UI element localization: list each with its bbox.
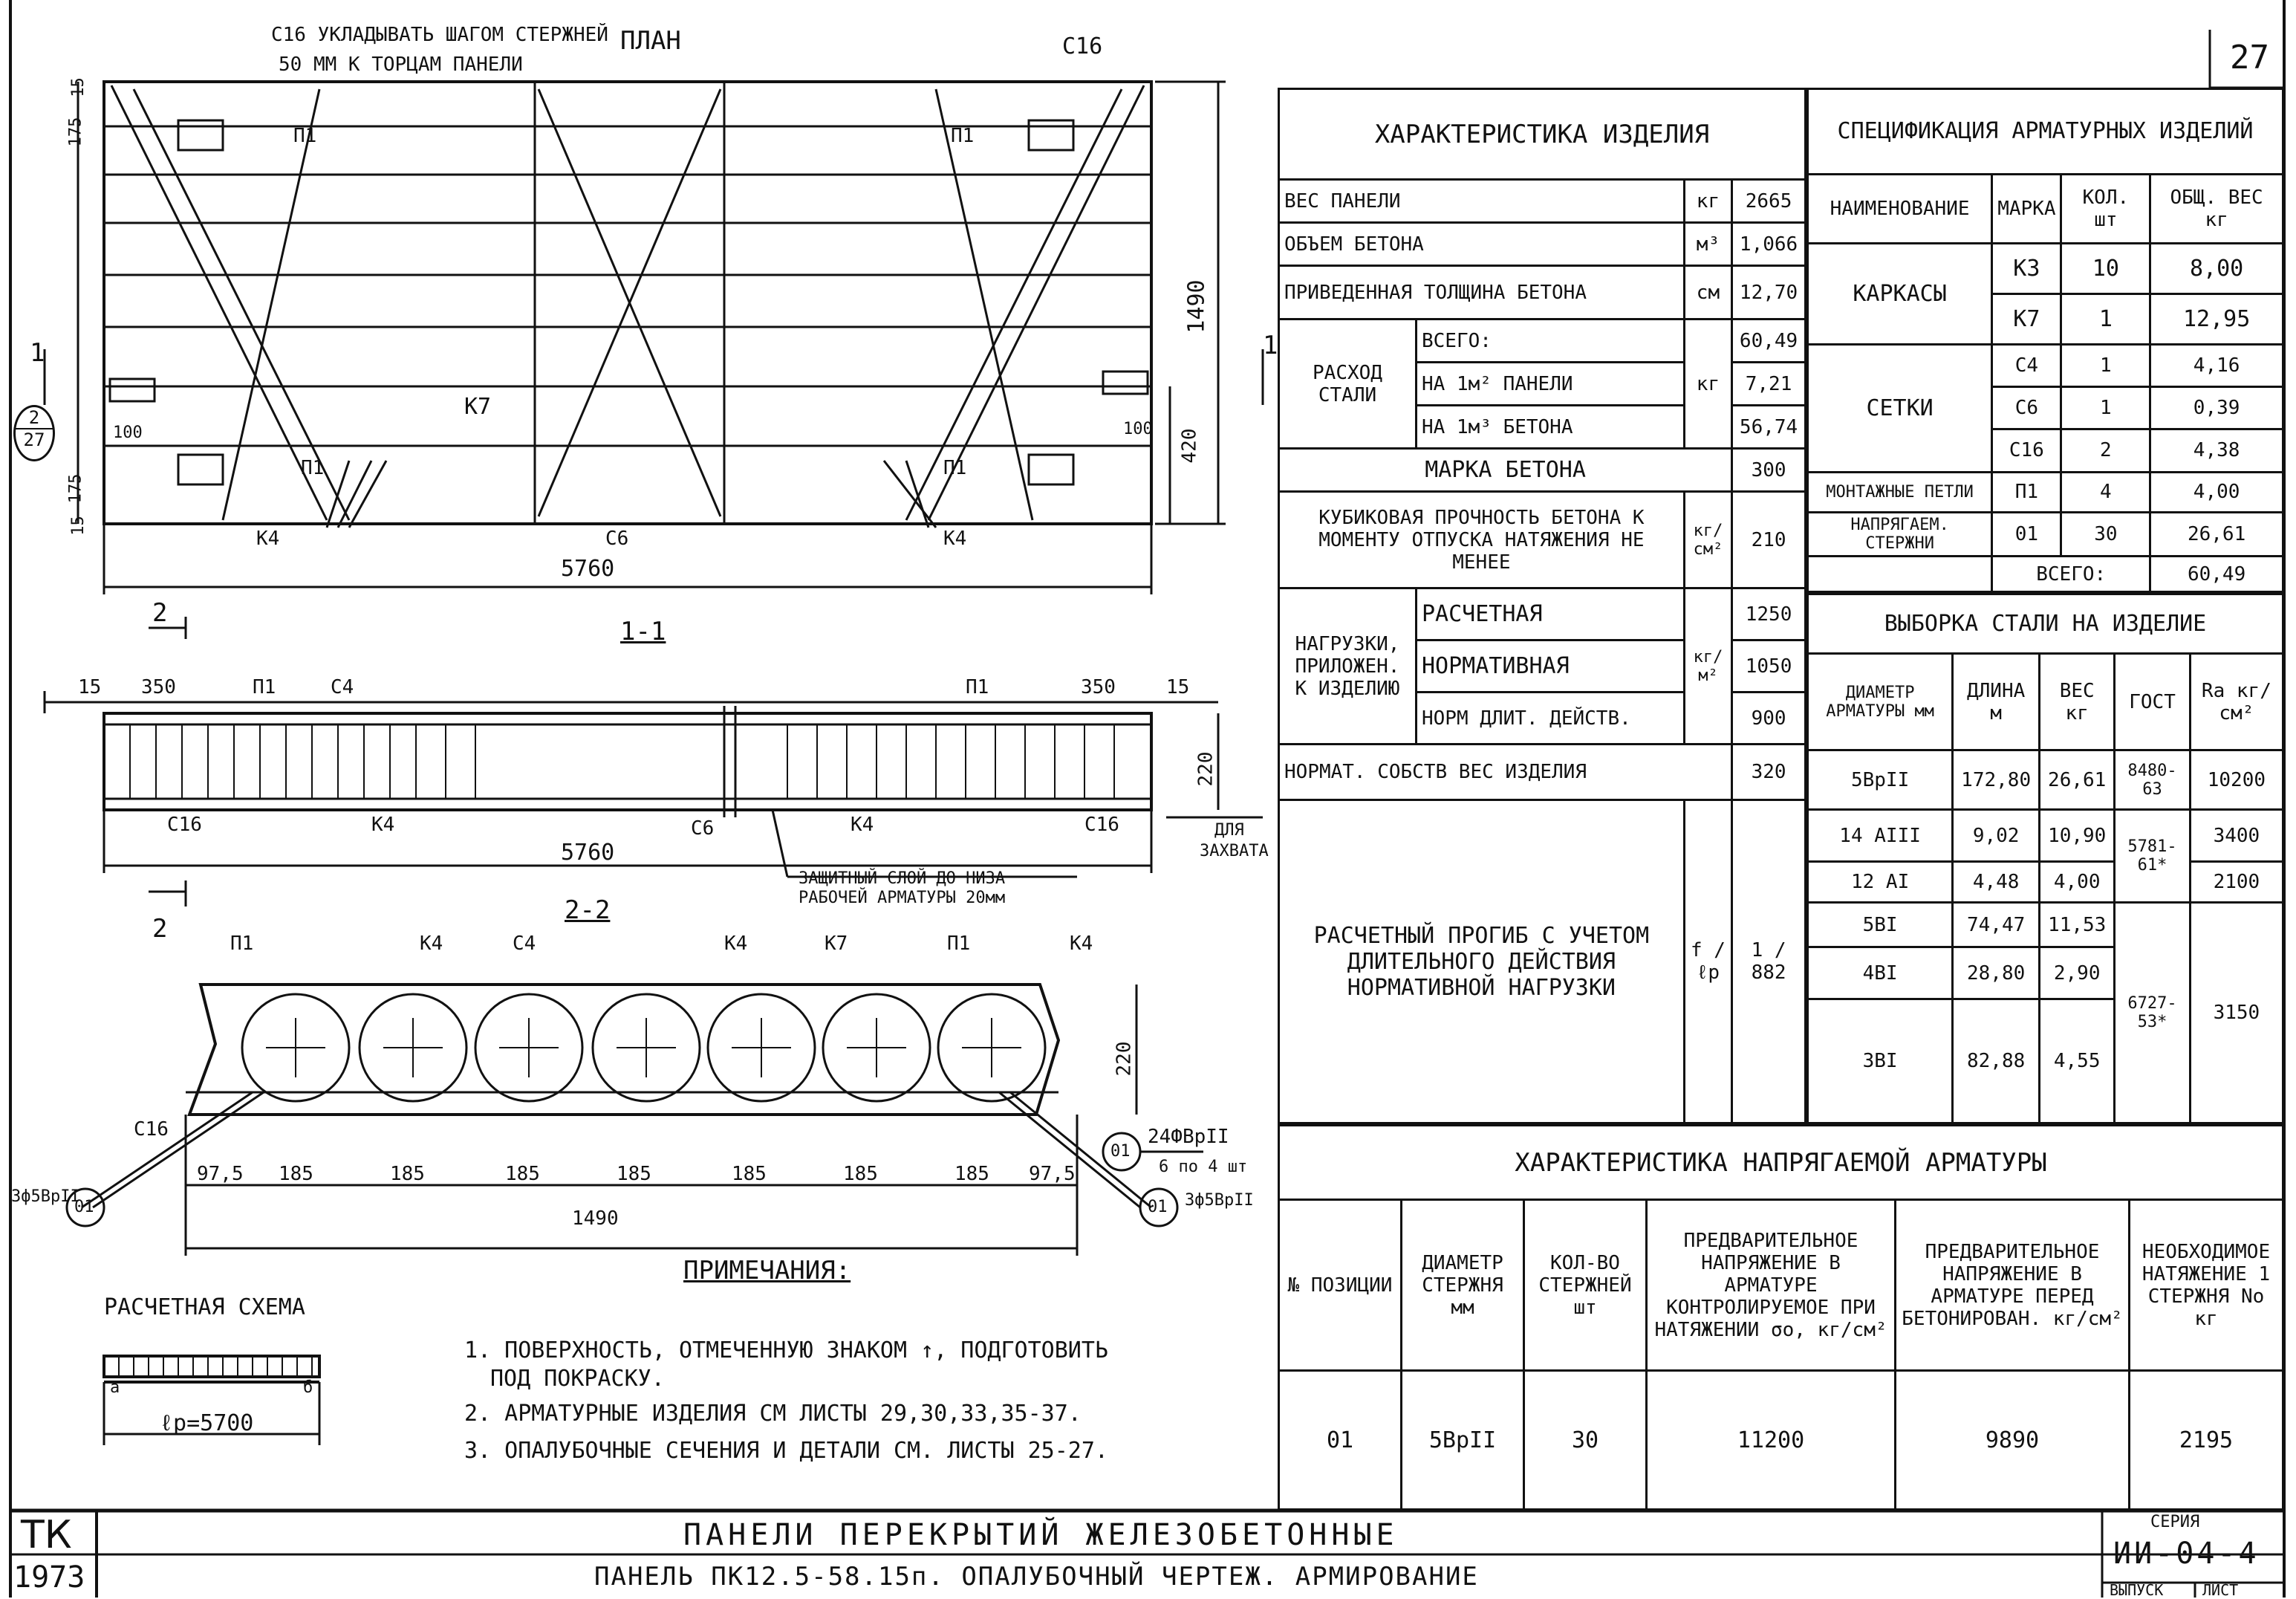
specification-table [1806,88,2284,593]
steel-row-2-ra: 2100 [2190,862,2283,903]
plan-note-line1: С16 УКЛАДЫВАТЬ ШАГОМ СТЕРЖНЕЙ [271,24,608,46]
steel-header-gost: ГОСТ [2115,654,2190,750]
steel-row-0-dia: 5ВрII [1808,750,1953,810]
steel-row-1-len: 9,02 [1953,810,2040,862]
s11-dim-350-left: 350 [141,676,176,698]
s22-label-k4-c: К4 [1070,933,1093,955]
tension-row-before: 9890 [1896,1371,2130,1510]
spec-frame-mark-0: К3 [1992,244,2061,294]
s22-label-c16: С16 [134,1118,169,1141]
s11-label-c16-b: С16 [1084,814,1119,836]
spec-header-qty: КОЛ. шт [2061,174,2150,244]
label-p1-b: П1 [951,125,975,147]
char-own-weight-value: 320 [1732,745,1806,800]
spec-tens-weight: 26,61 [2150,512,2283,556]
s22-label-c4: С4 [513,933,536,955]
spec-net-mark-0: С4 [1992,344,2061,386]
char-weight-unit: кг [1684,180,1731,223]
char-volume-label: ОБЪЕМ БЕТОНА [1279,223,1685,266]
calc-scheme-span: ℓр=5700 [160,1410,254,1436]
s11-cover-line2: РАБОЧЕЙ АРМАТУРЫ 20мм [799,889,1006,907]
spec-header-weight: ОБЩ. ВЕС кг [2150,174,2283,244]
steel-row-1-ra: 3400 [2190,810,2283,862]
spec-loops-mark: П1 [1992,472,2061,512]
steel-row-4-len: 28,80 [1953,947,2040,999]
steel-row-1-dia: 14 AIII [1808,810,1953,862]
char-title: ХАРАКТЕРИСТИКА ИЗДЕЛИЯ [1279,89,1806,180]
note-3: 3. ОПАЛУБОЧНЫЕ СЕЧЕНИЯ И ДЕТАЛИ СМ. ЛИСТЫ 25-27. [464,1438,1108,1464]
plan-title: ПЛАН [620,26,681,56]
s11-label-p1-a: П1 [253,676,276,698]
title-block-title: ПАНЕЛИ ПЕРЕКРЫТИЙ ЖЕЛЕЗОБЕТОННЫЕ [683,1518,1399,1552]
tension-row-control: 11200 [1647,1371,1896,1510]
s11-dim-5760: 5760 [561,840,615,866]
s11-grip: ЗАХВАТА [1200,842,1269,860]
dim-plan-175-bot: 175 [66,473,85,504]
steel-row-0-len: 172,80 [1953,750,2040,810]
char-steel-label: РАСХОД СТАЛИ [1279,320,1417,449]
s11-dim-220: 220 [1194,751,1217,787]
steel-row-0-ra: 10200 [2190,750,2283,810]
char-grade-value: 300 [1732,449,1806,492]
s22-bar-spec-2: 6 по 4 шт [1159,1158,1248,1176]
s11-label-c16-a: С16 [167,814,202,836]
s11-label-c6: С6 [691,817,715,840]
note-1-line2: ПОД ПОКРАСКУ. [490,1366,665,1392]
char-weight-value: 2665 [1732,180,1806,223]
spec-tens-qty: 30 [2061,512,2150,556]
label-k4-b: К4 [943,528,967,550]
s22-dim-0: 97,5 [197,1163,244,1185]
steel-row-3-gost: 6727-53* [2115,903,2190,1123]
s11-label-k4-a: К4 [371,814,395,836]
section-mark-2-bottom: 2 [152,914,168,944]
s22-pos-01-left: 01 [74,1198,94,1216]
s22-dim-1490: 1490 [572,1207,619,1230]
note-1-line1: 1. ПОВЕРХНОСТЬ, ОТМЕЧЕННУЮ ЗНАКОМ ↑, ПОДГОТОВИТЬ [464,1337,1108,1363]
page-number: 27 [2230,39,2269,77]
label-p1-d: П1 [943,457,967,479]
spec-tens-mark: 01 [1992,512,2061,556]
spec-total-label: ВСЕГО: [1992,557,2150,592]
title-block-subtitle: ПАНЕЛЬ ПК12.5-58.15п. ОПАЛУБОЧНЫЙ ЧЕРТЕЖ. АРМИРОВАНИЕ [594,1562,1479,1592]
steel-row-5-len: 82,88 [1953,999,2040,1123]
title-block-org: ТК [21,1513,72,1557]
section-1-1-title: 1-1 [620,617,666,646]
tension-row-diameter: 5ВрII [1402,1371,1524,1510]
product-characteristics-table [1278,88,1806,1124]
steel-row-4-wt: 2,90 [2040,947,2115,999]
s22-dim-1: 185 [279,1163,313,1185]
dim-plan-15-bot: 15 [68,516,88,536]
detail-callout-bottom: 27 [16,428,53,450]
char-steel-per-m2-value: 7,21 [1732,363,1806,406]
tension-row-count: 30 [1524,1371,1647,1510]
label-c16-top: С16 [1062,33,1103,59]
plan-note-line2: 50 ММ К ТОРЦАМ ПАНЕЛИ [279,53,523,76]
steel-row-1-wt: 10,90 [2040,810,2115,862]
spec-net-weight-0: 4,16 [2150,344,2283,386]
spec-net-weight-1: 0,39 [2150,386,2283,429]
steel-row-3-len: 74,47 [1953,903,2040,947]
label-k4-a: К4 [256,528,280,550]
spec-loops-weight: 4,00 [2150,472,2283,512]
char-steel-per-m3-value: 56,74 [1732,406,1806,449]
calc-scheme-support-b: б [303,1378,313,1397]
s22-label-k7: К7 [825,933,848,955]
char-load-norm-value: 1050 [1732,640,1806,693]
steel-row-3-dia: 5BI [1808,903,1953,947]
spec-net-qty-0: 1 [2061,344,2150,386]
spec-frames-label: КАРКАСЫ [1808,244,1992,344]
steel-selection-table [1806,593,2284,1124]
char-cube-unit: кг/см² [1684,492,1731,588]
char-load-design-value: 1250 [1732,588,1806,640]
char-own-weight-label: НОРМАТ. СОБСТВ ВЕС ИЗДЕЛИЯ [1279,745,1732,800]
label-p1-a: П1 [293,125,317,147]
s22-label-k4-b: К4 [724,933,748,955]
spec-loops-label: МОНТАЖНЫЕ ПЕТЛИ [1808,472,1992,512]
s11-for: ДЛЯ [1214,821,1244,840]
dim-plan-5760: 5760 [561,556,615,582]
s22-label-p1-b: П1 [947,933,971,955]
char-steel-unit: кг [1684,320,1731,449]
s22-pos-01-right-bottom: 01 [1148,1198,1168,1216]
dim-plan-175-top: 175 [66,117,85,147]
spec-net-qty-2: 2 [2061,429,2150,472]
s11-dim-15-left: 15 [78,676,102,698]
title-block-year: 1973 [13,1560,85,1595]
char-cube-label: КУБИКОВАЯ ПРОЧНОСТЬ БЕТОНА К МОМЕНТУ ОТПУСКА НАТЯЖЕНИЯ НЕ МЕНЕЕ [1279,492,1685,588]
s11-label-c4: С4 [331,676,354,698]
char-steel-per-m3-label: НА 1м³ БЕТОНА [1417,406,1685,449]
steel-row-3-wt: 11,53 [2040,903,2115,947]
s22-dim-8: 97,5 [1029,1163,1076,1185]
spec-title: СПЕЦИФИКАЦИЯ АРМАТУРНЫХ ИЗДЕЛИЙ [1808,89,2283,175]
char-cube-value: 210 [1732,492,1806,588]
section-mark-1-left: 1 [30,338,45,368]
section-mark-1-right: 1 [1263,331,1278,360]
section-mark-2-top: 2 [152,598,168,628]
tension-row-required: 2195 [2130,1371,2283,1510]
s22-label-k4-a: К4 [420,933,443,955]
char-grade-label: МАРКА БЕТОНА [1279,449,1732,492]
s22-bar-spec-3: 3ф5ВрII [1185,1191,1254,1210]
label-k7: К7 [464,394,492,420]
char-load-long-value: 900 [1732,693,1806,745]
char-load-unit: кг/м² [1684,588,1731,745]
spec-net-mark-2: С16 [1992,429,2061,472]
label-c6: С6 [605,528,629,550]
label-p1-c: П1 [301,457,325,479]
s22-dim-5: 185 [732,1163,767,1185]
dim-plan-100-right: 100 [1123,420,1153,438]
s11-label-k4-b: К4 [851,814,874,836]
steel-row-2-len: 4,48 [1953,862,2040,903]
char-deflection-unit: f / ℓр [1684,800,1731,1123]
calc-scheme-support-a: а [110,1378,120,1397]
spec-net-qty-1: 1 [2061,386,2150,429]
title-block-series-label: СЕРИЯ [2150,1513,2200,1531]
steel-header-weight: ВЕС кг [2040,654,2115,750]
steel-header-length: ДЛИНА м [1953,654,2040,750]
char-thickness-value: 12,70 [1732,266,1806,320]
spec-nets-label: СЕТКИ [1808,344,1992,472]
tension-header-before: ПРЕДВАРИТЕЛЬНОЕ НАПРЯЖЕНИЕ В АРМАТУРЕ ПЕРЕД БЕТОНИРОВАН. кг/см² [1896,1200,2130,1371]
s22-dim-3: 185 [505,1163,540,1185]
char-weight-label: ВЕС ПАНЕЛИ [1279,180,1685,223]
char-deflection-label: РАСЧЕТНЫЙ ПРОГИБ С УЧЕТОМ ДЛИТЕЛЬНОГО ДЕЙСТВИЯ НОРМАТИВНОЙ НАГРУЗКИ [1279,800,1685,1123]
char-steel-total-value: 60,49 [1732,320,1806,363]
s11-label-p1-b: П1 [966,676,989,698]
s22-pos-01-right-top: 01 [1110,1142,1131,1161]
title-block-series: ИИ-04-4 [2113,1537,2260,1571]
detail-callout [13,405,55,461]
steel-row-2-dia: 12 AI [1808,862,1953,903]
char-steel-total-label: ВСЕГО: [1417,320,1685,363]
s22-dim-6: 185 [843,1163,878,1185]
steel-header-diameter: ДИАМЕТР АРМАТУРЫ мм [1808,654,1953,750]
spec-total-value: 60,49 [2150,557,2283,592]
spec-frame-qty-0: 10 [2061,244,2150,294]
s22-left-bar: 3ф5ВрII [11,1187,80,1206]
spec-frame-weight-0: 8,00 [2150,244,2283,294]
steel-row-2-wt: 4,00 [2040,862,2115,903]
char-deflection-value: 1 / 882 [1732,800,1806,1123]
dim-plan-15-top: 15 [68,77,88,97]
title-block-sheet: ЛИСТ [2202,1581,2239,1599]
s22-bar-spec-1: 24ФВрII [1148,1126,1229,1148]
dim-plan-1490: 1490 [1183,279,1210,334]
dim-plan-100-left: 100 [113,424,143,442]
steel-header-ra: Ra кг/см² [2190,654,2283,750]
char-load-design-label: РАСЧЕТНАЯ [1417,588,1685,640]
section-2-2-title: 2-2 [565,895,611,925]
steel-title: ВЫБОРКА СТАЛИ НА ИЗДЕЛИЕ [1808,594,2283,654]
notes-title: ПРИМЕЧАНИЯ: [683,1256,851,1285]
s22-dim-7: 185 [955,1163,989,1185]
dim-plan-420: 420 [1178,428,1201,464]
steel-row-3-ra: 3150 [2190,903,2283,1123]
char-thickness-unit: см [1684,266,1731,320]
spec-frame-mark-1: К7 [1992,293,2061,344]
steel-row-4-dia: 4BI [1808,947,1953,999]
spec-net-weight-2: 4,38 [2150,429,2283,472]
char-volume-unit: м³ [1684,223,1731,266]
tension-header-required: НЕОБХОДИМОЕ НАТЯЖЕНИЕ 1 СТЕРЖНЯ No кг [2130,1200,2283,1371]
calc-scheme-title: РАСЧЕТНАЯ СХЕМА [104,1294,305,1320]
detail-callout-top: 2 [28,407,40,428]
tension-table [1278,1124,2284,1511]
spec-frame-qty-1: 1 [2061,293,2150,344]
steel-row-5-dia: 3BI [1808,999,1953,1123]
char-load-long-label: НОРМ ДЛИТ. ДЕЙСТВ. [1417,693,1685,745]
tension-row-pos: 01 [1279,1371,1402,1510]
tension-header-diameter: ДИАМЕТР СТЕРЖНЯ мм [1402,1200,1524,1371]
tension-header-pos: № ПОЗИЦИИ [1279,1200,1402,1371]
char-thickness-label: ПРИВЕДЕННАЯ ТОЛЩИНА БЕТОНА [1279,266,1685,320]
s22-dim-2: 185 [390,1163,425,1185]
s22-dim-220: 220 [1113,1041,1136,1077]
spec-net-mark-1: С6 [1992,386,2061,429]
s22-label-p1-a: П1 [230,933,254,955]
steel-row-0-gost: 8480-63 [2115,750,2190,810]
title-block-issue: ВЫПУСК [2110,1581,2164,1599]
spec-tens-label: НАПРЯГАЕМ. СТЕРЖНИ [1808,512,1992,556]
tension-header-control: ПРЕДВАРИТЕЛЬНОЕ НАПРЯЖЕНИЕ В АРМАТУРЕ КОНТРОЛИРУЕМОЕ ПРИ НАТЯЖЕНИИ σо, кг/см² [1647,1200,1896,1371]
s22-dim-4: 185 [617,1163,651,1185]
char-steel-per-m2-label: НА 1м² ПАНЕЛИ [1417,363,1685,406]
steel-row-0-wt: 26,61 [2040,750,2115,810]
s11-cover-line1: ЗАЩИТНЫЙ СЛОЙ ДО НИЗА [799,869,1006,888]
spec-header-name: НАИМЕНОВАНИЕ [1808,174,1992,244]
char-load-label: НАГРУЗКИ, ПРИЛОЖЕН. К ИЗДЕЛИЮ [1279,588,1417,745]
note-2: 2. АРМАТУРНЫЕ ИЗДЕЛИЯ СМ ЛИСТЫ 29,30,33,35-37. [464,1401,1082,1427]
char-load-norm-label: НОРМАТИВНАЯ [1417,640,1685,693]
s11-dim-350-right: 350 [1081,676,1116,698]
spec-loops-qty: 4 [2061,472,2150,512]
s11-dim-15-right: 15 [1166,676,1190,698]
spec-header-mark: МАРКА [1992,174,2061,244]
tension-title: ХАРАКТЕРИСТИКА НАПРЯГАЕМОЙ АРМАТУРЫ [1279,1126,2283,1200]
spec-frame-weight-1: 12,95 [2150,293,2283,344]
char-volume-value: 1,066 [1732,223,1806,266]
steel-row-1-gost: 5781-61* [2115,810,2190,903]
tension-header-count: КОЛ-ВО СТЕРЖНЕЙ шт [1524,1200,1647,1371]
steel-row-5-wt: 4,55 [2040,999,2115,1123]
